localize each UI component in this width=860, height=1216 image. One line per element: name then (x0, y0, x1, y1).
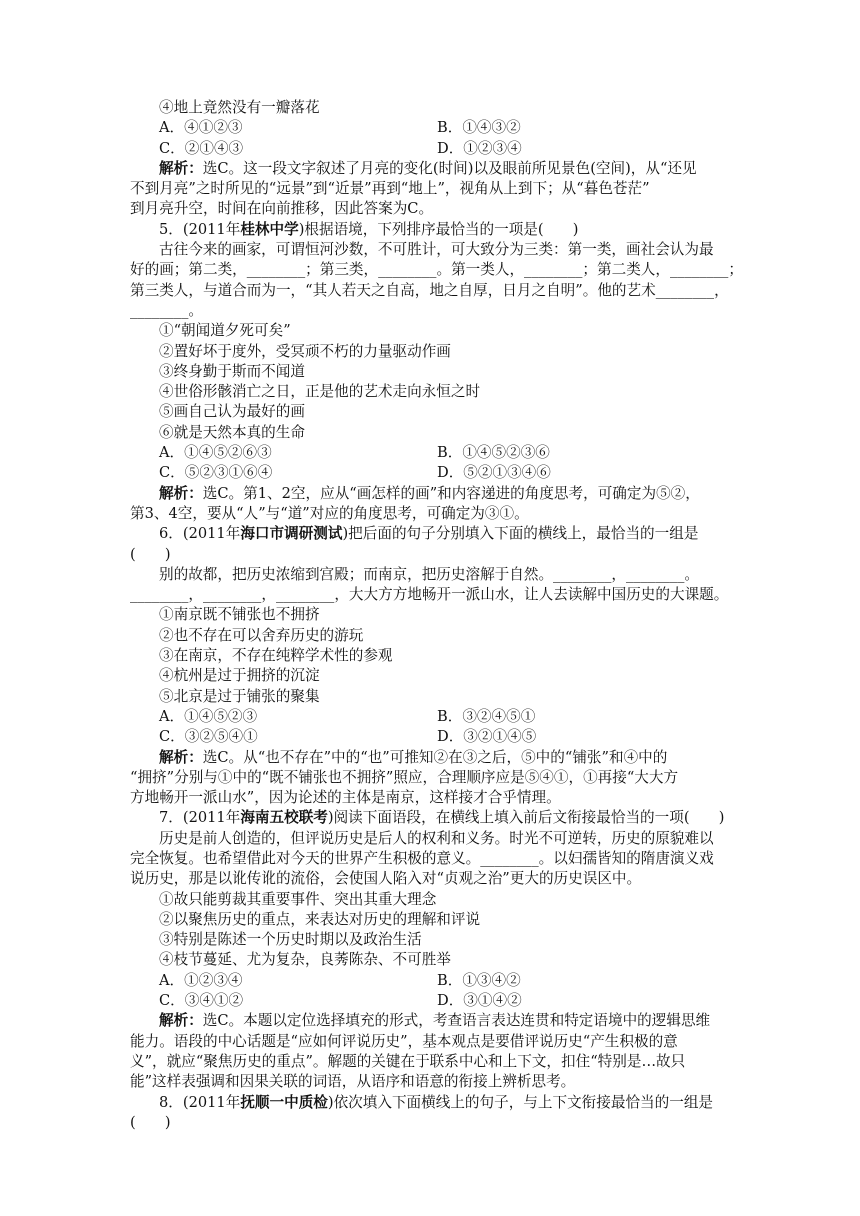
option-right: B．①③④② (437, 971, 521, 989)
line-text: )依次填入下面横线上的句子，与上下文衔接最恰当的一组是 (327, 1093, 714, 1111)
text-line: ⑤画自己认为最好的画 (159, 403, 305, 421)
text-line: ②以聚焦历史的重点，来表达对历史的理解和评说 (159, 910, 481, 928)
option-right: D．③①④② (437, 992, 522, 1010)
text-line: ⑥就是天然本真的生命 (159, 423, 305, 441)
answer-options-row (130, 971, 730, 991)
text-line: ③终身勤于斯而不闻道 (159, 362, 305, 380)
text-line: 方地畅开一派山水”，因为论述的主体是南京，这样接才合乎情理。 (130, 789, 561, 807)
line-text: 选C。第1、2空，应从“画怎样的画”和内容递进的角度思考，可确定为⑤②， (202, 484, 700, 502)
text-line: 能”这样表强调和因果关联的词语，从语序和语意的衔接上辨析思考。 (130, 1073, 576, 1091)
text-line: ③在南京，不存在纯粹学术性的参观 (159, 647, 393, 665)
option-right: B．①④③② (437, 119, 521, 137)
text-line: ( ) (130, 1113, 171, 1131)
text-line: 到月亮升空，时间在向前推移，因此答案为C。 (130, 200, 434, 218)
text-line: ①故只能剪裁其重要事件、突出其重大理念 (159, 890, 437, 908)
text-line: 义”，就应“聚焦历史的重点”。解题的关键在于联系中心和上下文，扣住“特别是…故只 (130, 1052, 686, 1070)
option-left: A．①④⑤②③ (159, 707, 258, 725)
line-text: 6．(2011年 (159, 525, 241, 543)
answer-options-row (130, 463, 730, 483)
answer-options-row (130, 443, 730, 463)
bold-label: 解析： (159, 484, 203, 502)
document-page (130, 98, 743, 1133)
text-line: ⑤北京是过于铺张的聚集 (159, 687, 320, 705)
text-line: 第3、4空，要从“人”与“道”对应的角度思考，可确定为③①。 (130, 504, 529, 522)
text-line: ③特别是陈述一个历史时期以及政治生活 (159, 931, 422, 949)
text-line (130, 748, 730, 768)
option-left: C．②①④③ (159, 139, 244, 157)
text-line (130, 808, 730, 828)
text-line: 能力。语段的中心话题是“应如何评说历史”，基本观点是要借评说历史“产生积极的意 (130, 1032, 678, 1050)
line-text: )阅读下面语段，在横线上填入前后文衔接最恰当的一项( ) (327, 809, 725, 827)
option-right: B．③②④⑤① (437, 707, 536, 725)
text-line (130, 1011, 730, 1031)
bold-label: 桂林中学 (240, 220, 299, 238)
answer-options-row (130, 727, 730, 747)
option-right: B．①④⑤②③⑥ (437, 444, 550, 462)
option-right: D．⑤②①③④⑥ (437, 464, 551, 482)
option-left: A．①④⑤②⑥③ (159, 444, 272, 462)
text-line: 古往今来的画家，可谓恒河沙数，不可胜计，可大致分为三类：第一类，画社会认为最 (159, 241, 714, 259)
text-line: ________。 (130, 301, 203, 319)
option-left: C．③②⑤④① (159, 728, 258, 746)
answer-options-row (130, 991, 730, 1011)
bold-label: 解析： (159, 748, 203, 766)
text-line: ________，________，________，大大方方地畅开一派山水，让人去读解中国历史的大课题。 (130, 586, 729, 604)
option-left: A．④①②③ (159, 119, 243, 137)
answer-options-row (130, 118, 730, 138)
line-text: 选C。从“也不存在”中的“也”可推知②在③之后，⑤中的“铺张”和④中的 (202, 748, 668, 766)
bold-label: 解析： (159, 159, 203, 177)
line-text: )根据语境，下列排序最恰当的一项是( ) (298, 220, 579, 238)
text-line (130, 1093, 730, 1113)
answer-options-row (130, 139, 730, 159)
text-line: ①南京既不铺张也不拥挤 (159, 606, 320, 624)
option-left: C．⑤②③①⑥④ (159, 464, 273, 482)
line-text: 选C。这一段文字叙述了月亮的变化(时间)以及眼前所见景色(空间)，从“还见 (202, 159, 697, 177)
bold-label: 海口市调研测试 (240, 525, 343, 543)
text-line: ( ) (130, 545, 171, 563)
text-line: 不到月亮”之时所见的“远景”到“近景”再到“地上”，视角从上到下；从“暮色苍茫” (130, 180, 650, 198)
bold-label: 解析： (159, 1012, 203, 1030)
bold-label: 海南五校联考 (240, 809, 328, 827)
option-left: C．③④①② (159, 992, 244, 1010)
text-line: 第三类人，与道合而为一，“其人若天之自高，地之自厚，日月之自明”。他的艺术________， (130, 281, 729, 299)
text-line: 历史是前人创造的，但评说历史是后人的权利和义务。时光不可逆转，历史的原貌难以 (159, 829, 714, 847)
text-line: ④世俗形骸消亡之日，正是他的艺术走向永恒之时 (159, 383, 481, 401)
line-text: )把后面的句子分别填入下面的横线上，最恰当的一组是 (342, 525, 699, 543)
line-text: 选C。本题以定位选择填充的形式，考查语言表达连贯和特定语境中的逻辑思维 (202, 1012, 711, 1030)
text-line: ②也不存在可以舍弃历史的游玩 (159, 626, 364, 644)
option-left: A．①②③④ (159, 971, 243, 989)
text-line: 完全恢复。也希望借此对今天的世界产生积极的意义。________。以妇孺皆知的隋唐演义戏 (130, 849, 714, 867)
text-line (130, 484, 730, 504)
text-line (130, 524, 730, 544)
text-line: “拥挤”分别与①中的“既不铺张也不拥挤”照应，合理顺序应是⑤④①，①再接“大大方 (130, 768, 679, 786)
text-line (130, 159, 730, 179)
text-line: ④地上竟然没有一瓣落花 (159, 99, 320, 116)
text-line: ④枝节蔓延、尤为复杂，良莠陈杂、不可胜举 (159, 951, 451, 969)
text-line: ①“朝闻道夕死可矣” (159, 322, 291, 340)
text-line (130, 220, 730, 240)
answer-options-row (130, 707, 730, 727)
text-line: 别的故都，把历史浓缩到宫殿；而南京，把历史溶解于自然。________，________。 (159, 565, 699, 583)
text-line: ②置好坏于度外，受冥顽不朽的力量驱动作画 (159, 342, 451, 360)
line-text: 7．(2011年 (159, 809, 241, 827)
option-right: D．③②①④⑤ (437, 728, 537, 746)
option-right: D．①②③④ (437, 139, 522, 157)
text-line: ④杭州是过于拥挤的沉淀 (159, 667, 320, 685)
bold-label: 抚顺一中质检 (240, 1093, 328, 1111)
line-text: 8．(2011年 (159, 1093, 241, 1111)
text-line: 好的画；第二类，________；第三类，________。第一类人，________；第二类人，________； (130, 261, 743, 279)
line-text: 5．(2011年 (159, 220, 241, 238)
text-line: 说历史，那是以讹传讹的流俗，会使国人陷入对“贞观之治”更大的历史误区中。 (130, 870, 642, 888)
